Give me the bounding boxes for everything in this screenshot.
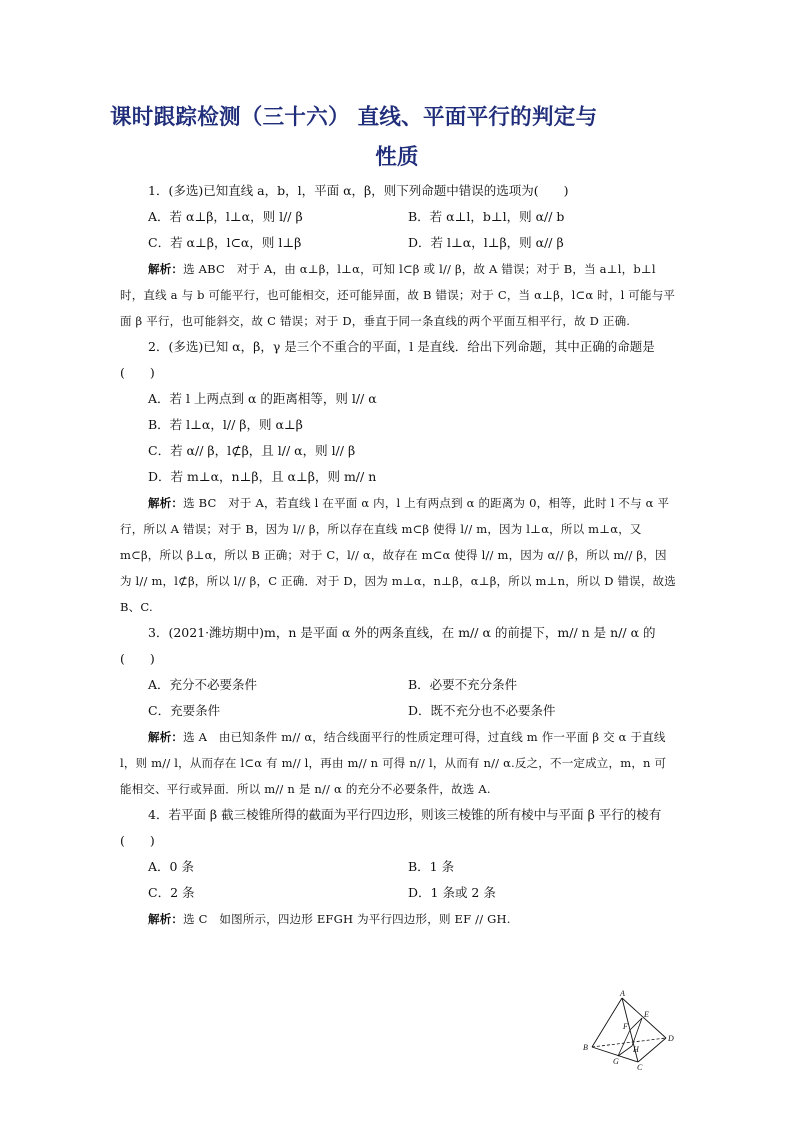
option-c: C．若 α⊥β，l⊂α，则 l⊥β (148, 235, 302, 250)
option-d: D．1 条或 2 条 (408, 885, 496, 900)
option-c: C．若 α// β，l⊄β，且 l// α，则 l// β (148, 443, 356, 458)
label-f: F (623, 1022, 628, 1031)
solution (120, 724, 676, 802)
solution-text: 选 BC 对于 A，若直线 l 在平面 α 内，l 上有两点到 α 的距离为 0，相等，此时 l 不与 α 平行，所以 A 错误；对于 B，因为 l// β，所以存在直线 m⊂β 使得 l// m，因为 l⊥α，所以 m⊥α，又 m⊂β，所以 β⊥α，所以 B 正确；对于 C，l// α，故存在 m⊂α 使得 l// m，因为 α// β，所以 m// β，因为 l// m，l⊄β，所以 l// β，C 正确．对于 D，因为 m⊥α，n⊥β，α⊥β，所以 m⊥n，所以 D 错误，故选 B、C. (120, 496, 676, 614)
options (120, 204, 676, 256)
option-d: D．若 m⊥α，n⊥β，且 α⊥β，则 m// n (148, 469, 377, 484)
solution-tag: 解析： (148, 730, 184, 744)
label-d: D (668, 1034, 674, 1043)
question-stem: 2．(多选)已知 α，β，γ 是三个不重合的平面，l 是直线．给出下列命题，其中正确的命题是( ) (120, 339, 655, 380)
solution (120, 906, 676, 932)
option-d: D．既不充分也不必要条件 (408, 703, 556, 718)
question-1 (120, 178, 676, 334)
label-h: H (633, 1045, 639, 1054)
option-b: B．若 l⊥α，l// β，则 α⊥β (148, 417, 303, 432)
label-c: C (637, 1063, 643, 1070)
label-a: A (620, 990, 625, 998)
pyramid-diagram (580, 990, 680, 1070)
solution-text: 选 ABC 对于 A，由 α⊥β，l⊥α，可知 l⊂β 或 l// β，故 A 错误；对于 B，当 a⊥l，b⊥l 时，直线 a 与 b 可能平行，也可能相交，还可能异面，故 B 错误；对于 C，当 α⊥β，l⊂α 时，l 可能与平面 β 平行，也可能斜交，故 C 错误；对于 D，垂直于同一条直线的两个平面互相平行，故 D 正确. (120, 262, 676, 328)
label-b: B (583, 1043, 588, 1052)
edge-cd (638, 1038, 666, 1062)
option-b: B．1 条 (408, 859, 455, 874)
option-a: A．0 条 (148, 859, 194, 874)
solution (120, 256, 676, 334)
solution-tag: 解析： (148, 262, 184, 276)
question-3 (120, 620, 676, 802)
option-c: C．充要条件 (148, 703, 221, 718)
title-line-1: 课时跟踪检测（三十六） 直线、平面平行的判定与 (110, 105, 598, 130)
title-line-2: 性质 (375, 145, 419, 170)
edge-bd (592, 1038, 666, 1047)
solution-tag: 解析： (148, 496, 184, 510)
solution-text: 选 A 由已知条件 m// α，结合线面平行的性质定理可得，过直线 m 作一平面 β 交 α 于直线 l，则 m// l，从而存在 l⊂α 有 m// l，再由 m// n 可得 n// l，从而有 n// α.反之，不一定成立，m，n 可能相交、平行或异面．所以 m// n 是 n// α 的充分不必要条件，故选 A. (120, 730, 667, 796)
question-2 (120, 334, 676, 620)
pyramid-figure (580, 990, 680, 1070)
question-stem: 3．(2021·潍坊期中)m，n 是平面 α 外的两条直线，在 m// α 的前提下，m// n 是 n// α 的( ) (120, 625, 656, 666)
option-b: B．必要不充分条件 (408, 677, 518, 692)
solution-tag: 解析： (148, 912, 184, 926)
solution (120, 490, 676, 620)
label-e: E (644, 1010, 649, 1019)
option-c: C．2 条 (148, 885, 195, 900)
option-d: D．若 l⊥α，l⊥β，则 α// β (408, 235, 564, 250)
question-stem: 1．(多选)已知直线 a，b，l，平面 α，β，则下列命题中错误的选项为( ) (148, 183, 569, 198)
options (120, 672, 676, 724)
question-4 (120, 802, 676, 932)
option-b: B．若 α⊥l，b⊥l，则 α// b (408, 209, 565, 224)
solution-text: 选 C 如图所示，四边形 EFGH 为平行四边形，则 EF // GH. (183, 912, 511, 926)
options (120, 854, 676, 906)
label-g: G (613, 1057, 619, 1066)
option-a: A．若 l 上两点到 α 的距离相等，则 l// α (148, 391, 377, 406)
edge-ab (592, 998, 622, 1047)
option-a: A．若 α⊥β，l⊥α，则 l// β (148, 209, 303, 224)
page-title (110, 98, 684, 178)
exercise-content (120, 178, 676, 932)
question-stem: 4．若平面 β 截三棱锥所得的截面为平行四边形，则该三棱锥的所有棱中与平面 β 平行的棱有( ) (120, 807, 662, 848)
option-a: A．充分不必要条件 (148, 677, 258, 692)
options (120, 386, 676, 490)
